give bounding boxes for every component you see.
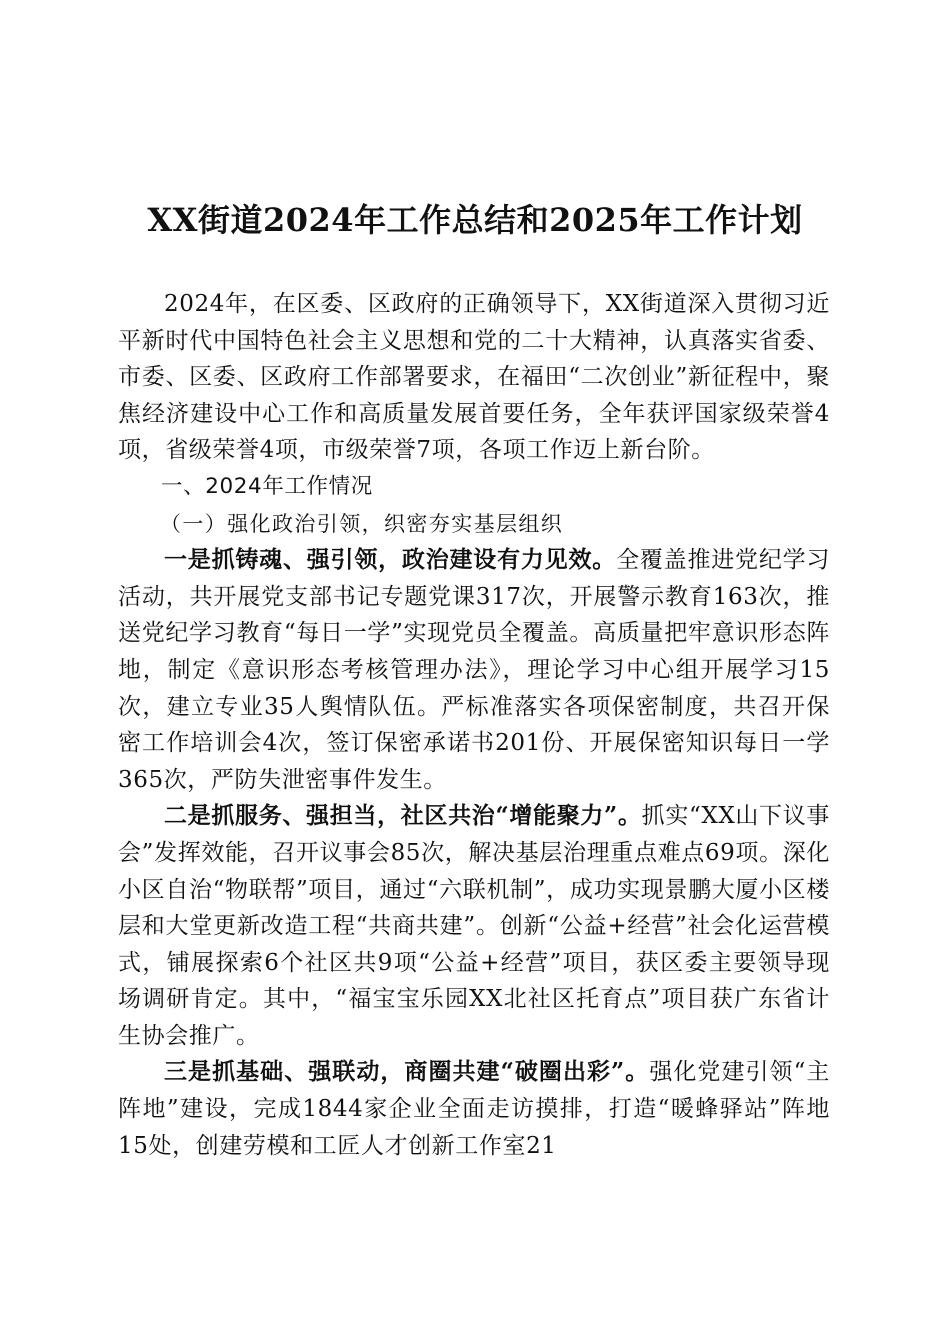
point-paragraph-1 (118, 542, 830, 798)
section-heading-1: 一、2024年工作情况 (161, 473, 373, 499)
point-lead-3: 三是抓基础、强联动，商圈共建“破圈出彩”。 (164, 1058, 650, 1086)
point-text-1: 全覆盖推进党纪学习活动，共开展党支部书记专题党课317次，开展警示教育163次，推送党纪学习教育“每日一学”实现党员全覆盖。高质量把牢意识形态阵地，制定《意识形态考核管理办法》，理论学习中心组开展学习15次，建立专业35人舆情队伍。严标准落实各项保密制度，共召开保密工作培训会4次，签订保密承诺书201份、开展保密知识每日一学365次，严防失泄密事件发生。 (118, 547, 830, 793)
point-lead-1: 一是抓铸魂、强引领，政治建设有力见效。 (164, 546, 617, 574)
point-lead-2: 二是抓服务、强担当，社区共治“增能聚力”。 (164, 802, 642, 830)
intro-paragraph: 2024年，在区委、区政府的正确领导下，XX街道深入贯彻习近平新时代中国特色社会主义思想和党的二十大精神，认真落实省委、市委、区委、区政府工作部署要求，在福田“二次创业”新征程中，聚焦经济建设中心工作和高质量发展首要任务，全年获评国家级荣誉4项，省级荣誉4项，市级荣誉7项，各项工作迈上新台阶。 (118, 291, 830, 464)
point-paragraph-3 (118, 1054, 830, 1164)
point-text-3: 强化党建引领“主阵地”建设，完成1844家企业全面走访摸排，打造“暖蜂驿站”阵地15处，创建劳模和工匠人才创新工作室21 (118, 1059, 830, 1159)
subsection-heading-1: （一）强化政治引领，织密夯实基层组织 (160, 511, 564, 536)
point-paragraph-2 (118, 798, 830, 1054)
document-body (118, 286, 830, 1164)
point-text-2: 抓实“XX山下议事会”发挥效能，召开议事会85次，解决基层治理重点难点69项。深化小区自治“物联帮”项目，通过“六联机制”，成功实现景鹏大厦小区楼层和大堂更新改造工程“共商共建”。创新“公益+经营”社会化运营模式，铺展探索6个社区共9项“公益+经营”项目，获区委主要领导现场调研肯定。其中，“福宝宝乐园XX北社区托育点”项目获广东省计生协会推广。 (118, 803, 830, 1049)
document-title: XX街道2024年工作总结和2025年工作计划 (147, 201, 803, 239)
